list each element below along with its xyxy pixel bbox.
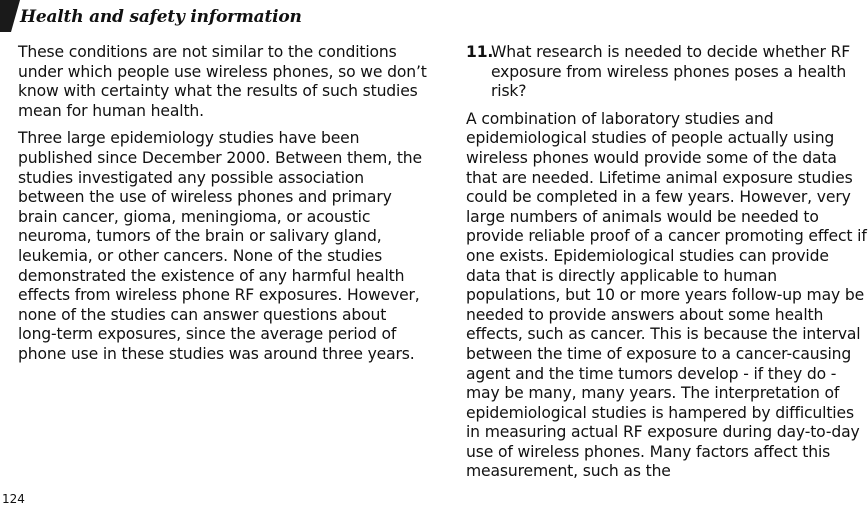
left-column bbox=[18, 43, 428, 373]
answer-paragraph: A combination of laboratory studies and epidemiological studies of people actually using wireless phones would provide some of the data that are needed. Lifetime animal exposure studies could be completed in a few years. However, very large numbers of animals would be needed to provide reliable proof of a cancer promoting effect if one exists. Epidemiological studies can provide data that is directly applicable to human populations, but 10 or more years follow-up may be needed to provide answers about some health effects, such as cancer. This is because the interval between the time of exposure to a cancer-causing agent and the time tumors develop - if they do - may be many, many years. The interpretation of epidemiological studies is hampered by difficulties in measuring actual RF exposure during day-to-day use of wireless phones. Many factors affect this measurement, such as the bbox=[466, 109, 867, 481]
right-column bbox=[466, 43, 868, 490]
question-item bbox=[466, 43, 868, 102]
page-number: 124 bbox=[2, 492, 25, 506]
paragraph-study-conditions: These conditions are not similar to the conditions under which people use wireless phones, so we don’t know with certainty what the results of such studies mean for human health. bbox=[18, 43, 427, 120]
question-number: 11. bbox=[466, 43, 494, 61]
page-header bbox=[0, 0, 400, 32]
header-accent-bar bbox=[0, 0, 20, 32]
paragraph-epidemiology-studies: Three large epidemiology studies have been published since December 2000. Between them, the studies investigated any possible association between the use of wireless phones and primary brain cancer, gioma, meningioma, or acoustic neuroma, tumors of the brain or salivary gland, leukemia, or other cancers. None of the studies demonstrated the existence of any harmful health effects from wireless phone RF exposures. However, none of the studies can answer questions about long-term exposures, since the average period of phone use in these studies was around three years. bbox=[18, 129, 422, 363]
question-text: What research is needed to decide whether RF exposure from wireless phones poses a health risk? bbox=[491, 43, 851, 101]
section-title: Health and safety information bbox=[20, 7, 302, 27]
